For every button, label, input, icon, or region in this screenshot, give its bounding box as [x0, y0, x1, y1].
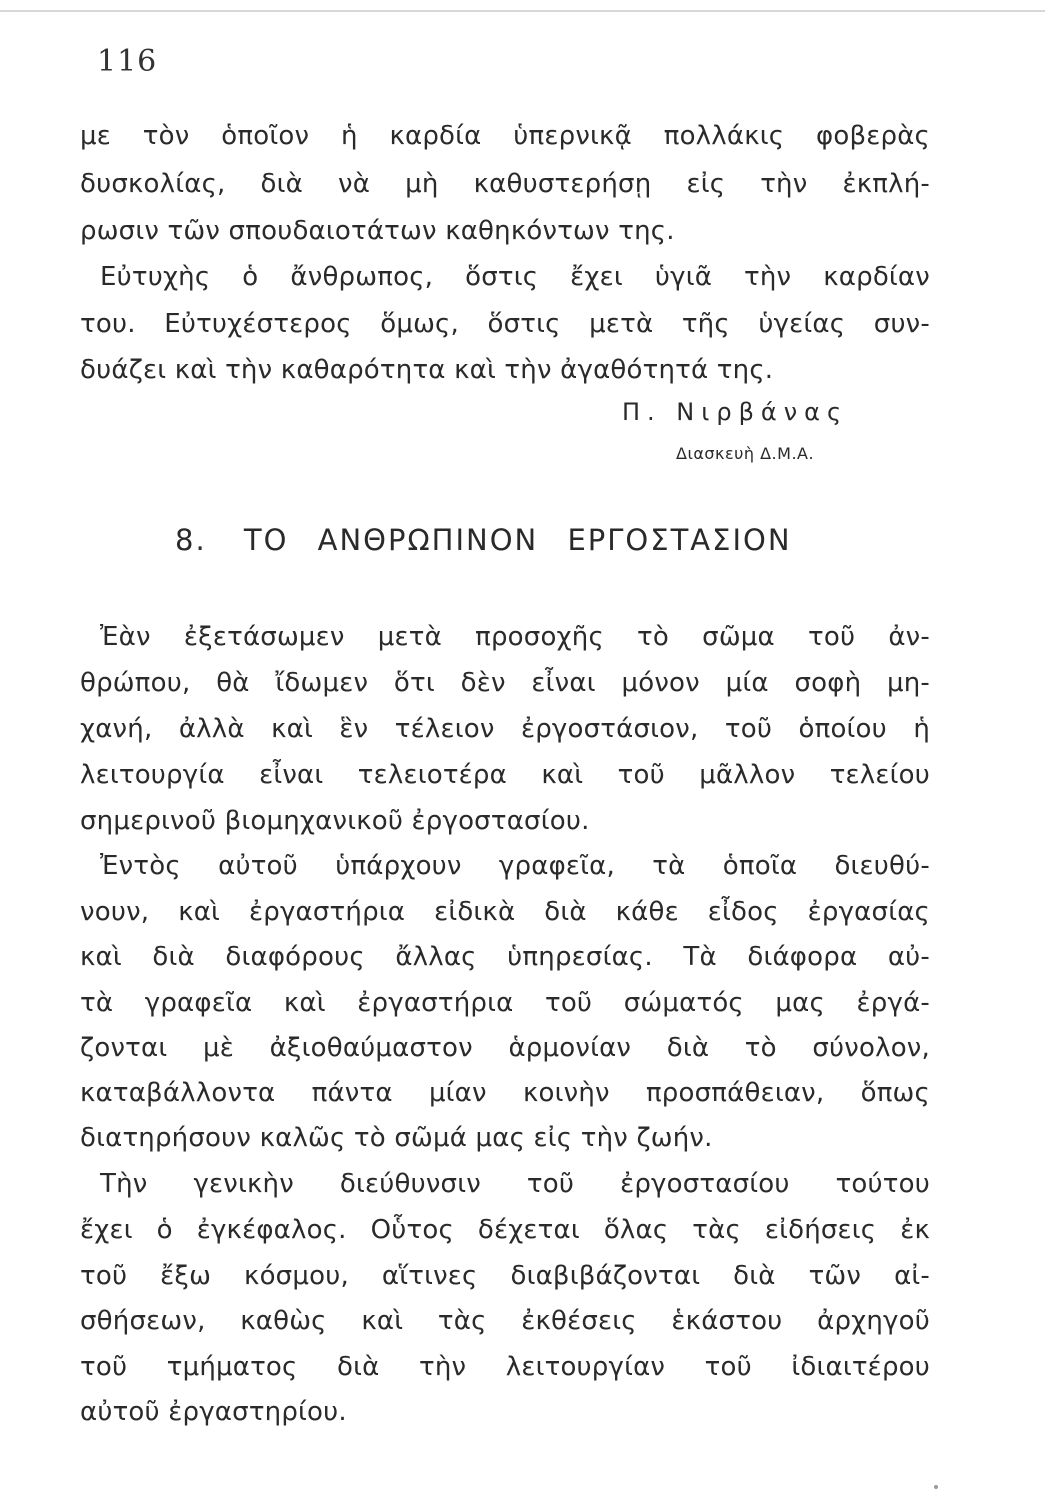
- text-line: Ἐντὸς αὐτοῦ ὑπάρχουν γραφεῖα, τὰ ὁποῖα διευθύ-: [100, 851, 930, 881]
- text-line: ρωσιν τῶν σπουδαιοτάτων καθηκόντων της.: [80, 216, 675, 246]
- chapter-number: 8.: [175, 523, 207, 557]
- text-line: διατηρήσουν καλῶς τὸ σῶμά μας εἰς τὴν ζωήν.: [80, 1123, 713, 1153]
- text-line: σθήσεων, καθὼς καὶ τὰς ἐκθέσεις ἑκάστου ἀρχηγοῦ: [80, 1306, 930, 1336]
- page-top-edge: [0, 0, 1045, 12]
- chapter-title: ΤΟ ΑΝΘΡΩΠΙΝΟΝ ΕΡΓΟΣΤΑΣΙΟΝ: [243, 523, 792, 557]
- text-line: ἔχει ὁ ἐγκέφαλος. Οὗτος δέχεται ὅλας τὰς εἰδήσεις ἐκ: [80, 1215, 930, 1245]
- text-line: τὰ γραφεῖα καὶ ἐργαστήρια τοῦ σώματός μας ἐργά-: [80, 988, 930, 1018]
- page-number: 116: [97, 44, 158, 79]
- print-speck: [934, 1485, 938, 1489]
- text-line: θρώπου, θὰ ἴδωμεν ὅτι δὲν εἶναι μόνον μία σοφὴ μη-: [80, 668, 930, 698]
- text-line: Εὐτυχὴς ὁ ἄνθρωπος, ὅστις ἔχει ὑγιᾶ τὴν καρδίαν: [100, 262, 930, 292]
- text-line: καὶ διὰ διαφόρους ἄλλας ὑπηρεσίας. Τὰ διάφορα αὐ-: [80, 942, 930, 972]
- text-line: δυάζει καὶ τὴν καθαρότητα καὶ τὴν ἀγαθότητά της.: [80, 355, 774, 385]
- chapter-heading: [175, 523, 792, 557]
- text-line: τοῦ ἔξω κόσμου, αἵτινες διαβιβάζονται διὰ τῶν αἰ-: [80, 1261, 930, 1291]
- signature-credit: Διασκευὴ Δ.Μ.Α.: [676, 444, 815, 463]
- text-line: αὐτοῦ ἐργαστηρίου.: [80, 1397, 347, 1427]
- text-line: ζονται μὲ ἀξιοθαύμαστον ἁρμονίαν διὰ τὸ σύνολον,: [80, 1033, 930, 1063]
- signature-author: Π. Νιρβάνας: [622, 398, 849, 426]
- text-line: του. Εὐτυχέστερος ὅμως, ὅστις μετὰ τῆς ὑγείας συν-: [80, 309, 930, 339]
- text-line: τοῦ τμήματος διὰ τὴν λειτουργίαν τοῦ ἰδιαιτέρου: [80, 1352, 930, 1382]
- text-line: Τὴν γενικὴν διεύθυνσιν τοῦ ἐργοστασίου τούτου: [100, 1169, 930, 1199]
- text-line: νουν, καὶ ἐργαστήρια εἰδικὰ διὰ κάθε εἶδος ἐργασίας: [80, 897, 930, 927]
- text-line: χανή, ἀλλὰ καὶ ἓν τέλειον ἐργοστάσιον, τοῦ ὁποίου ἡ: [80, 714, 930, 744]
- text-line: σημερινοῦ βιομηχανικοῦ ἐργοστασίου.: [80, 806, 590, 836]
- text-line: καταβάλλοντα πάντα μίαν κοινὴν προσπάθειαν, ὅπως: [80, 1078, 930, 1108]
- text-line: λειτουργία εἶναι τελειοτέρα καὶ τοῦ μᾶλλον τελείου: [80, 760, 930, 790]
- text-line: Ἐὰν ἐξετάσωμεν μετὰ προσοχῆς τὸ σῶμα τοῦ ἀν-: [100, 622, 930, 652]
- text-line: με τὸν ὁποῖον ἡ καρδία ὑπερνικᾷ πολλάκις φοβερὰς: [80, 121, 930, 151]
- text-line: δυσκολίας, διὰ νὰ μὴ καθυστερήσῃ εἰς τὴν ἐκπλή-: [80, 169, 930, 199]
